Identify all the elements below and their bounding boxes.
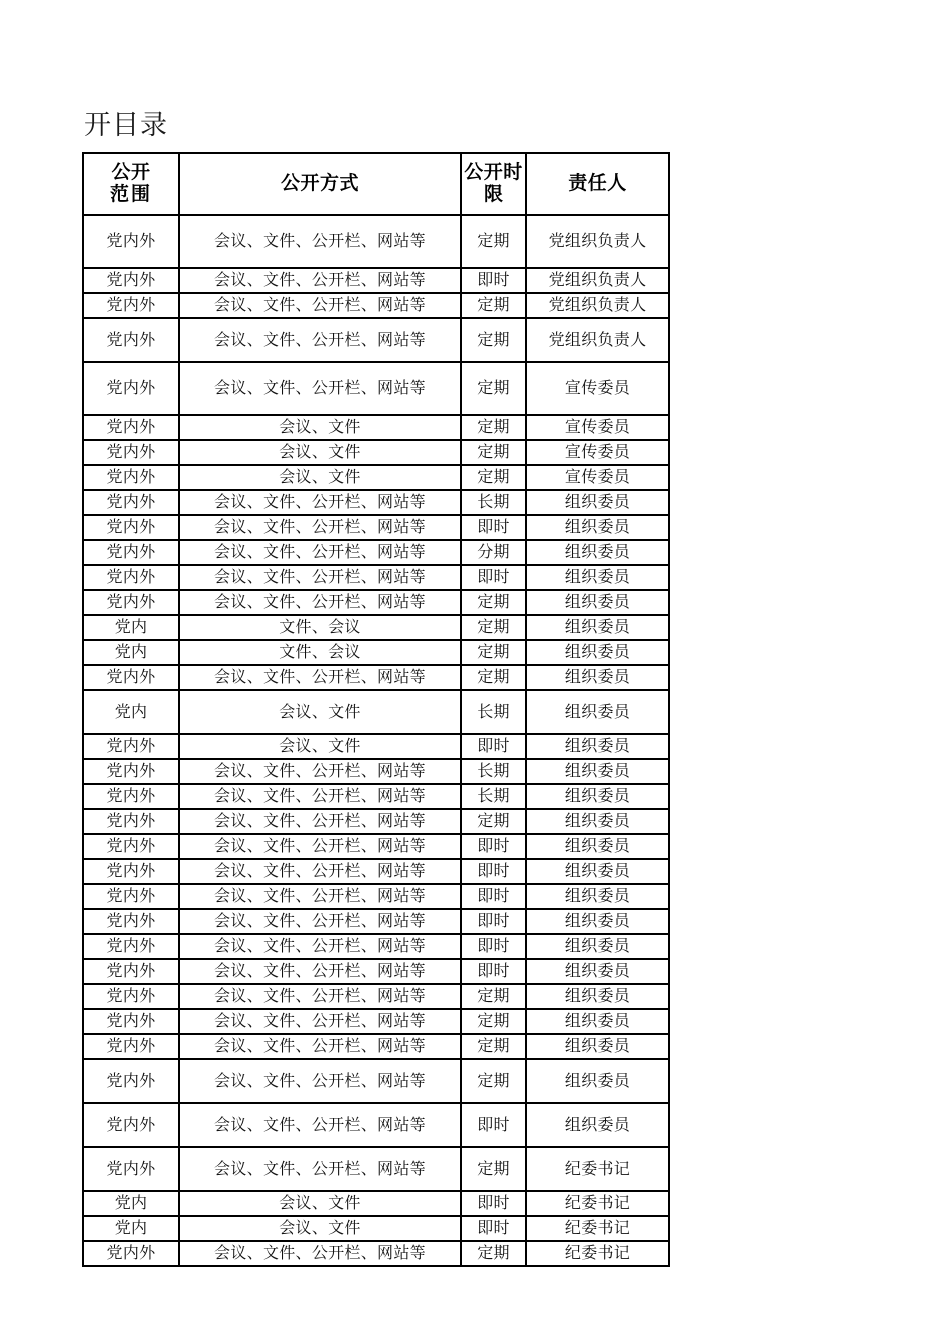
cell-limit: 定期 (461, 1034, 526, 1059)
cell-owner: 组织委员 (526, 909, 669, 934)
cell-method: 会议、文件、公开栏、网站等 (179, 1241, 461, 1266)
cell-method: 会议、文件、公开栏、网站等 (179, 1147, 461, 1191)
cell-owner: 组织委员 (526, 884, 669, 909)
cell-method: 会议、文件、公开栏、网站等 (179, 984, 461, 1009)
cell-owner: 组织委员 (526, 984, 669, 1009)
cell-limit: 定期 (461, 465, 526, 490)
cell-method: 会议、文件、公开栏、网站等 (179, 909, 461, 934)
cell-method: 会议、文件、公开栏、网站等 (179, 590, 461, 615)
cell-scope: 党内 (83, 640, 179, 665)
cell-limit: 定期 (461, 318, 526, 362)
cell-limit: 即时 (461, 734, 526, 759)
cell-scope: 党内外 (83, 959, 179, 984)
table-row (83, 734, 669, 759)
table-row (83, 540, 669, 565)
cell-method: 文件、会议 (179, 615, 461, 640)
cell-method: 会议、文件、公开栏、网站等 (179, 540, 461, 565)
cell-scope: 党内外 (83, 859, 179, 884)
cell-method: 会议、文件、公开栏、网站等 (179, 362, 461, 415)
cell-limit: 即时 (461, 959, 526, 984)
table-row (83, 1216, 669, 1241)
cell-limit: 定期 (461, 215, 526, 268)
cell-limit: 分期 (461, 540, 526, 565)
table-row (83, 1147, 669, 1191)
cell-owner: 组织委员 (526, 515, 669, 540)
table-row (83, 293, 669, 318)
cell-scope: 党内外 (83, 540, 179, 565)
cell-owner: 组织委员 (526, 490, 669, 515)
cell-owner: 组织委员 (526, 615, 669, 640)
cell-scope: 党内外 (83, 590, 179, 615)
cell-scope: 党内外 (83, 934, 179, 959)
cell-owner: 组织委员 (526, 784, 669, 809)
cell-limit: 即时 (461, 859, 526, 884)
table-row (83, 859, 669, 884)
cell-scope: 党内外 (83, 734, 179, 759)
cell-owner: 宣传委员 (526, 465, 669, 490)
cell-limit: 定期 (461, 665, 526, 690)
cell-owner: 组织委员 (526, 565, 669, 590)
column-header-method: 公开方式 (179, 153, 461, 215)
cell-limit: 即时 (461, 1216, 526, 1241)
cell-method: 会议、文件、公开栏、网站等 (179, 1009, 461, 1034)
cell-method: 会议、文件、公开栏、网站等 (179, 318, 461, 362)
cell-owner: 纪委书记 (526, 1191, 669, 1216)
cell-limit: 长期 (461, 690, 526, 734)
table-header-row (83, 153, 669, 215)
cell-limit: 定期 (461, 809, 526, 834)
table-row (83, 215, 669, 268)
cell-method: 会议、文件 (179, 440, 461, 465)
cell-scope: 党内 (83, 690, 179, 734)
cell-owner: 党组织负责人 (526, 293, 669, 318)
cell-method: 会议、文件 (179, 415, 461, 440)
cell-owner: 组织委员 (526, 734, 669, 759)
cell-method: 会议、文件、公开栏、网站等 (179, 759, 461, 784)
cell-method: 会议、文件、公开栏、网站等 (179, 268, 461, 293)
cell-method: 会议、文件 (179, 690, 461, 734)
cell-scope: 党内 (83, 1191, 179, 1216)
column-header-limit (461, 153, 526, 215)
cell-limit: 即时 (461, 934, 526, 959)
cell-scope: 党内外 (83, 1103, 179, 1147)
cell-limit: 定期 (461, 415, 526, 440)
table-row (83, 590, 669, 615)
table-row (83, 615, 669, 640)
disclosure-catalog-table-container (82, 152, 668, 1267)
cell-owner: 组织委员 (526, 959, 669, 984)
cell-owner: 宣传委员 (526, 440, 669, 465)
cell-method: 会议、文件、公开栏、网站等 (179, 215, 461, 268)
cell-scope: 党内 (83, 615, 179, 640)
cell-limit: 定期 (461, 293, 526, 318)
table-row (83, 515, 669, 540)
table-row (83, 1009, 669, 1034)
cell-method: 会议、文件、公开栏、网站等 (179, 959, 461, 984)
cell-limit: 即时 (461, 1103, 526, 1147)
cell-method: 会议、文件 (179, 1216, 461, 1241)
cell-method: 会议、文件、公开栏、网站等 (179, 1103, 461, 1147)
cell-method: 会议、文件、公开栏、网站等 (179, 859, 461, 884)
cell-owner: 组织委员 (526, 759, 669, 784)
cell-owner: 组织委员 (526, 1103, 669, 1147)
table-row (83, 1034, 669, 1059)
table-row (83, 784, 669, 809)
cell-scope: 党内 (83, 1216, 179, 1241)
cell-method: 会议、文件、公开栏、网站等 (179, 934, 461, 959)
table-row (83, 690, 669, 734)
cell-method: 会议、文件、公开栏、网站等 (179, 565, 461, 590)
cell-owner: 组织委员 (526, 640, 669, 665)
cell-method: 会议、文件、公开栏、网站等 (179, 665, 461, 690)
cell-owner: 党组织负责人 (526, 268, 669, 293)
table-row (83, 934, 669, 959)
table-row (83, 834, 669, 859)
cell-scope: 党内外 (83, 415, 179, 440)
cell-scope: 党内外 (83, 784, 179, 809)
cell-method: 会议、文件 (179, 465, 461, 490)
table-row (83, 1191, 669, 1216)
cell-owner: 组织委员 (526, 665, 669, 690)
cell-method: 会议、文件、公开栏、网站等 (179, 515, 461, 540)
cell-limit: 长期 (461, 490, 526, 515)
cell-method: 会议、文件、公开栏、网站等 (179, 784, 461, 809)
cell-scope: 党内外 (83, 1147, 179, 1191)
cell-scope: 党内外 (83, 1034, 179, 1059)
table-row (83, 362, 669, 415)
cell-limit: 即时 (461, 909, 526, 934)
cell-owner: 宣传委员 (526, 362, 669, 415)
cell-scope: 党内外 (83, 834, 179, 859)
cell-scope: 党内外 (83, 293, 179, 318)
cell-scope: 党内外 (83, 884, 179, 909)
cell-owner: 组织委员 (526, 540, 669, 565)
cell-method: 会议、文件 (179, 734, 461, 759)
cell-scope: 党内外 (83, 1009, 179, 1034)
cell-method: 会议、文件、公开栏、网站等 (179, 834, 461, 859)
cell-limit: 定期 (461, 440, 526, 465)
cell-owner: 党组织负责人 (526, 318, 669, 362)
cell-owner: 组织委员 (526, 1059, 669, 1103)
cell-limit: 定期 (461, 640, 526, 665)
cell-limit: 定期 (461, 615, 526, 640)
cell-method: 会议、文件、公开栏、网站等 (179, 1059, 461, 1103)
table-row (83, 565, 669, 590)
cell-limit: 定期 (461, 362, 526, 415)
cell-limit: 即时 (461, 1191, 526, 1216)
cell-owner: 党组织负责人 (526, 215, 669, 268)
cell-limit: 即时 (461, 834, 526, 859)
cell-limit: 定期 (461, 984, 526, 1009)
table-row (83, 415, 669, 440)
cell-owner: 组织委员 (526, 690, 669, 734)
cell-owner: 纪委书记 (526, 1147, 669, 1191)
cell-owner: 纪委书记 (526, 1216, 669, 1241)
column-header-limit-line2: 限 (483, 184, 503, 205)
table-row (83, 1241, 669, 1266)
cell-method: 会议、文件、公开栏、网站等 (179, 490, 461, 515)
table-row (83, 759, 669, 784)
table-row (83, 884, 669, 909)
cell-method: 文件、会议 (179, 640, 461, 665)
cell-limit: 定期 (461, 1241, 526, 1266)
cell-owner: 组织委员 (526, 590, 669, 615)
table-row (83, 318, 669, 362)
cell-limit: 即时 (461, 884, 526, 909)
column-header-scope (83, 153, 179, 215)
cell-scope: 党内外 (83, 362, 179, 415)
cell-limit: 定期 (461, 590, 526, 615)
cell-owner: 组织委员 (526, 1034, 669, 1059)
cell-scope: 党内外 (83, 465, 179, 490)
table-row (83, 959, 669, 984)
cell-scope: 党内外 (83, 1241, 179, 1266)
cell-owner: 组织委员 (526, 834, 669, 859)
column-header-scope-line2: 范围 (109, 184, 152, 205)
table-row (83, 640, 669, 665)
table-row (83, 984, 669, 1009)
cell-limit: 即时 (461, 565, 526, 590)
cell-method: 会议、文件、公开栏、网站等 (179, 293, 461, 318)
cell-scope: 党内外 (83, 440, 179, 465)
table-row (83, 1059, 669, 1103)
cell-owner: 组织委员 (526, 859, 669, 884)
cell-limit: 定期 (461, 1009, 526, 1034)
column-header-owner: 责任人 (526, 153, 669, 215)
table-row (83, 465, 669, 490)
cell-owner: 纪委书记 (526, 1241, 669, 1266)
cell-scope: 党内外 (83, 215, 179, 268)
column-header-scope-line1: 公开 (111, 162, 151, 183)
disclosure-catalog-table (82, 152, 670, 1267)
table-header (83, 153, 669, 215)
cell-limit: 长期 (461, 759, 526, 784)
cell-limit: 定期 (461, 1059, 526, 1103)
table-body (83, 215, 669, 1266)
table-row (83, 665, 669, 690)
cell-scope: 党内外 (83, 565, 179, 590)
cell-scope: 党内外 (83, 759, 179, 784)
table-row (83, 440, 669, 465)
cell-method: 会议、文件 (179, 1191, 461, 1216)
cell-limit: 即时 (461, 268, 526, 293)
cell-scope: 党内外 (83, 665, 179, 690)
cell-scope: 党内外 (83, 318, 179, 362)
cell-scope: 党内外 (83, 490, 179, 515)
table-row (83, 268, 669, 293)
cell-scope: 党内外 (83, 515, 179, 540)
cell-method: 会议、文件、公开栏、网站等 (179, 884, 461, 909)
cell-scope: 党内外 (83, 909, 179, 934)
page-title: 开目录 (84, 110, 168, 140)
cell-scope: 党内外 (83, 984, 179, 1009)
cell-limit: 定期 (461, 1147, 526, 1191)
cell-scope: 党内外 (83, 1059, 179, 1103)
cell-method: 会议、文件、公开栏、网站等 (179, 809, 461, 834)
table-row (83, 909, 669, 934)
column-header-limit-line1: 公开时 (464, 162, 523, 183)
table-row (83, 1103, 669, 1147)
cell-owner: 组织委员 (526, 809, 669, 834)
cell-limit: 长期 (461, 784, 526, 809)
cell-scope: 党内外 (83, 268, 179, 293)
cell-limit: 即时 (461, 515, 526, 540)
cell-scope: 党内外 (83, 809, 179, 834)
cell-owner: 组织委员 (526, 934, 669, 959)
table-row (83, 490, 669, 515)
cell-owner: 组织委员 (526, 1009, 669, 1034)
table-row (83, 809, 669, 834)
cell-owner: 宣传委员 (526, 415, 669, 440)
cell-method: 会议、文件、公开栏、网站等 (179, 1034, 461, 1059)
